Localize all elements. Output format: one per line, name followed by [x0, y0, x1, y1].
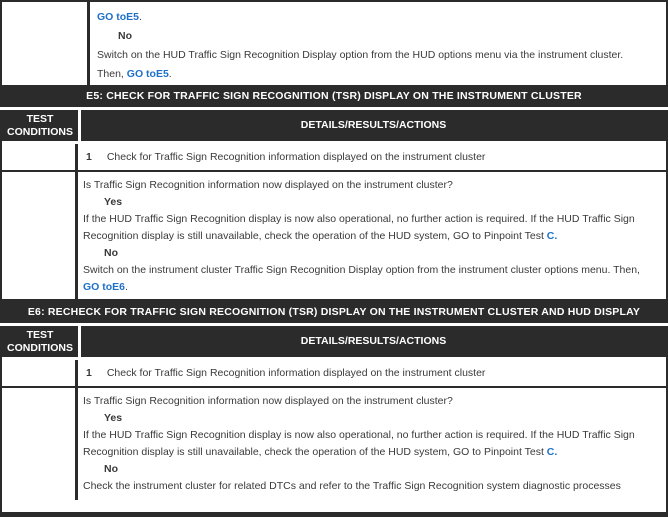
- yes-label: Yes: [104, 412, 123, 424]
- no-label: No: [118, 30, 132, 42]
- test-conditions-cell-empty: [2, 172, 78, 299]
- then-go-to-e5-line: [97, 65, 654, 84]
- go-to-e6-link[interactable]: GO toE6: [83, 281, 126, 293]
- yes-action-text: If the HUD Traffic Sign Recognition display is now also operational, no further action is required. If the HUD Traffic Sign Recognition display is still unavailable, check the operation of the HUD system, GO to Pinpoint Test C.: [83, 429, 635, 458]
- step-cell: [78, 360, 666, 386]
- section-e5-title-bar: E5: CHECK FOR TRAFFIC SIGN RECOGNITION (TSR) DISPLAY ON THE INSTRUMENT CLUSTER: [0, 85, 668, 110]
- step-cell: [78, 144, 666, 170]
- yes-label: Yes: [104, 196, 123, 208]
- test-conditions-cell-empty: [2, 360, 78, 386]
- section-e6-header-row: [2, 326, 666, 360]
- step-number: 1: [86, 367, 92, 379]
- test-conditions-column-header: TEST CONDITIONS: [2, 326, 78, 357]
- test-conditions-cell-empty: [2, 2, 90, 85]
- sentence-period: .: [139, 11, 142, 23]
- details-results-actions-column-header: DETAILS/RESULTS/ACTIONS: [81, 326, 666, 357]
- section-e5-step-row: [2, 144, 666, 172]
- sentence-period: .: [125, 281, 128, 293]
- section-e5-header-row: [2, 110, 666, 144]
- no-action-text: Switch on the HUD Traffic Sign Recognition Display option from the HUD options menu via the instrument cluster.: [97, 49, 624, 61]
- question-text: Is Traffic Sign Recognition information now displayed on the instrument cluster?: [83, 395, 453, 407]
- go-to-e5-line: [97, 8, 654, 27]
- question-text: Is Traffic Sign Recognition information now displayed on the instrument cluster?: [83, 179, 453, 191]
- section-e6-results-row: [2, 388, 666, 500]
- test-conditions-cell-empty: [2, 144, 78, 170]
- results-cell: [78, 172, 666, 299]
- step-text: Check for Traffic Sign Recognition information displayed on the instrument cluster: [106, 367, 486, 379]
- no-label: No: [104, 247, 118, 259]
- section-e6-title-bar: E6: RECHECK FOR TRAFFIC SIGN RECOGNITION (TSR) DISPLAY ON THE INSTRUMENT CLUSTER AND HUD DISPLAY: [0, 301, 668, 326]
- test-conditions-column-header: TEST CONDITIONS: [2, 110, 78, 141]
- sentence-period: .: [168, 68, 172, 80]
- go-to-e5-link[interactable]: GO toE5: [126, 68, 169, 80]
- yes-action-text: If the HUD Traffic Sign Recognition display is now also operational, no further action is required. If the HUD Traffic Sign Recognition display is still unavailable, check the operation of the HUD system, GO to Pinpoint Test C.: [83, 213, 635, 242]
- section-e5-results-row: [2, 172, 666, 301]
- step-text: Check for Traffic Sign Recognition information displayed on the instrument cluster: [106, 151, 486, 163]
- section-e6-step-row: [2, 360, 666, 388]
- test-conditions-cell-empty: [2, 388, 78, 500]
- step-number: 1: [86, 151, 92, 163]
- previous-step-actions-cell: [90, 2, 666, 85]
- no-action-text: Switch on the instrument cluster Traffic Sign Recognition Display option from the instrument cluster options menu. Then, GO toE6.: [83, 264, 640, 293]
- details-results-actions-column-header: DETAILS/RESULTS/ACTIONS: [81, 110, 666, 141]
- previous-step-results-row: [2, 2, 666, 85]
- pinpoint-test-c-link[interactable]: C.: [546, 446, 558, 458]
- no-action-text: Check the instrument cluster for related DTCs and refer to the Traffic Sign Recognition system diagnostic processes: [83, 480, 621, 492]
- then-prefix: Then,: [97, 68, 127, 80]
- results-cell: [78, 388, 666, 500]
- pinpoint-test-c-link[interactable]: C.: [546, 230, 558, 242]
- no-label: No: [104, 463, 118, 475]
- go-to-e5-link[interactable]: GO toE5: [97, 11, 140, 23]
